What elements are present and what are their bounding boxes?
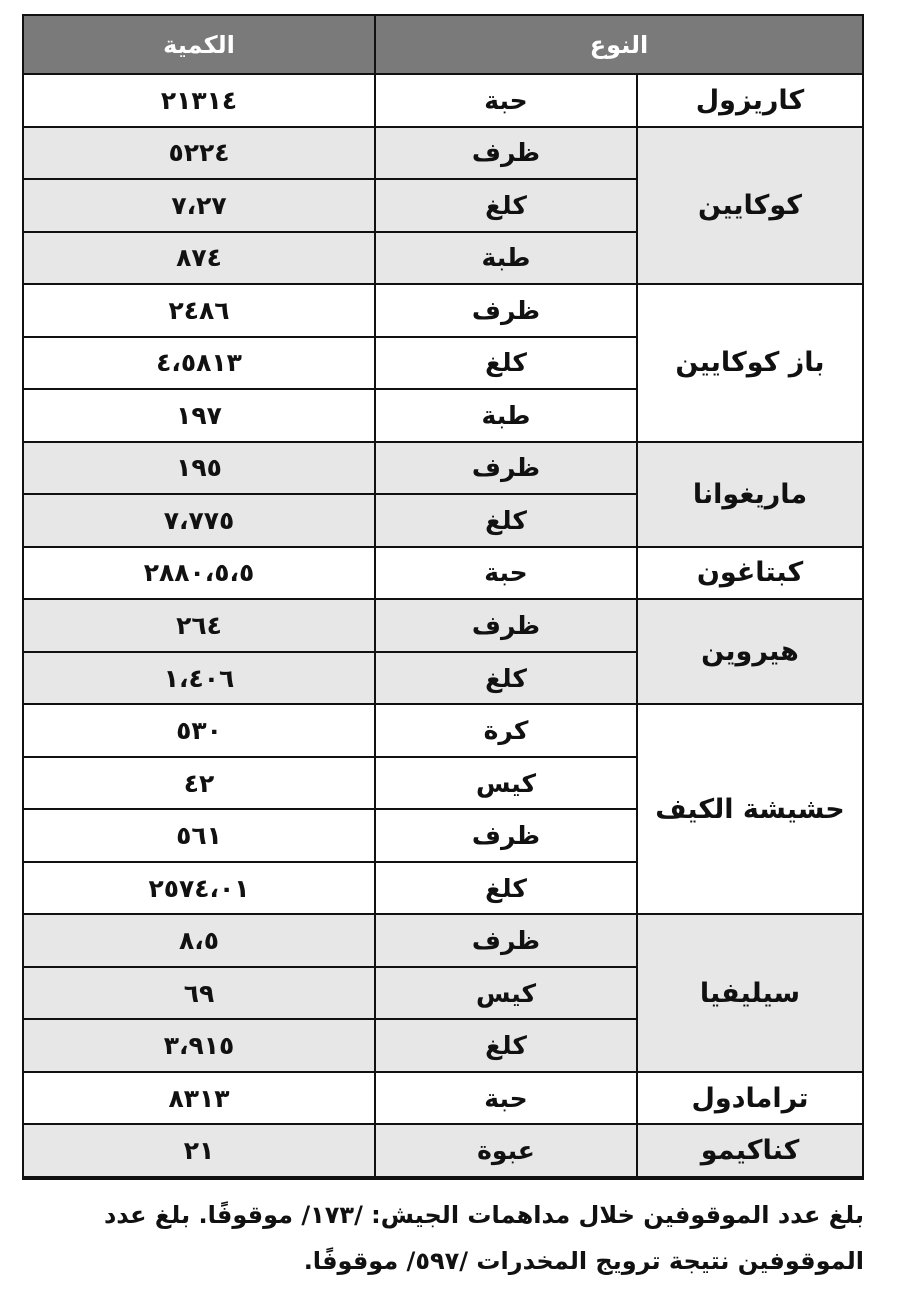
unit-cell: كلغ	[376, 863, 636, 914]
quantity-cell: ٨٣١٣	[24, 1073, 374, 1124]
unit-cell: كرة	[376, 705, 636, 756]
unit-cell: ظرف	[376, 285, 636, 336]
category-cell: ترامادول	[638, 1073, 862, 1124]
unit-cell: كلغ	[376, 495, 636, 546]
unit-cell: عبوة	[376, 1125, 636, 1176]
unit-cell: ظرف	[376, 128, 636, 179]
quantity-cell: ٦٩	[24, 968, 374, 1019]
header-quantity: الكمية	[24, 16, 374, 73]
quantity-cell: ٢١	[24, 1125, 374, 1176]
quantity-cell: ٢٥٧٤،٠١	[24, 863, 374, 914]
quantity-cell: ٥٦١	[24, 810, 374, 861]
unit-cell: حبة	[376, 548, 636, 599]
unit-cell: ظرف	[376, 915, 636, 966]
category-cell: كاريزول	[638, 75, 862, 126]
unit-cell: ظرف	[376, 810, 636, 861]
unit-cell: كيس	[376, 968, 636, 1019]
unit-cell: ظرف	[376, 443, 636, 494]
quantity-cell: ٢٤٨٦	[24, 285, 374, 336]
quantity-cell: ٢١٣١٤	[24, 75, 374, 126]
quantity-cell: ٨،٥	[24, 915, 374, 966]
quantity-cell: ١٩٥	[24, 443, 374, 494]
category-cell: هيروين	[638, 600, 862, 703]
category-cell: كوكايين	[638, 128, 862, 284]
quantity-cell: ١،٤٠٦	[24, 653, 374, 704]
category-cell: باز كوكايين	[638, 285, 862, 441]
unit-cell: كيس	[376, 758, 636, 809]
unit-cell: كلغ	[376, 180, 636, 231]
drug-seizure-table	[22, 14, 864, 1180]
quantity-cell: ٧،٧٧٥	[24, 495, 374, 546]
footer-line-2: الموقوفين نتيجة ترويج المخدرات /٥٩٧/ موقوفًا.	[303, 1247, 864, 1275]
quantity-cell: ٤٢	[24, 758, 374, 809]
quantity-cell: ٣،٩١٥	[24, 1020, 374, 1071]
quantity-cell: ٧،٢٧	[24, 180, 374, 231]
category-cell: كناكيمو	[638, 1125, 862, 1176]
header-type: النوع	[376, 16, 862, 73]
unit-cell: ظرف	[376, 600, 636, 651]
quantity-cell: ٨٧٤	[24, 233, 374, 284]
category-cell: حشيشة الكيف	[638, 705, 862, 913]
category-cell: سيليفيا	[638, 915, 862, 1071]
quantity-cell: ٢٦٤	[24, 600, 374, 651]
quantity-cell: ٤،٥٨١٣	[24, 338, 374, 389]
category-cell: كبتاغون	[638, 548, 862, 599]
unit-cell: حبة	[376, 75, 636, 126]
category-cell: ماريغوانا	[638, 443, 862, 546]
unit-cell: طبة	[376, 390, 636, 441]
quantity-cell: ٢٨٨٠،٥،٥	[24, 548, 374, 599]
unit-cell: كلغ	[376, 1020, 636, 1071]
unit-cell: كلغ	[376, 338, 636, 389]
quantity-cell: ١٩٧	[24, 390, 374, 441]
footer-line-1: بلغ عدد الموقوفين خلال مداهمات الجيش: /١٧٣/ موقوفًا. بلغ عدد	[103, 1201, 864, 1229]
footer-paragraph	[22, 1192, 864, 1284]
unit-cell: كلغ	[376, 653, 636, 704]
unit-cell: حبة	[376, 1073, 636, 1124]
unit-cell: طبة	[376, 233, 636, 284]
quantity-cell: ٥٢٢٤	[24, 128, 374, 179]
quantity-cell: ٥٣٠	[24, 705, 374, 756]
